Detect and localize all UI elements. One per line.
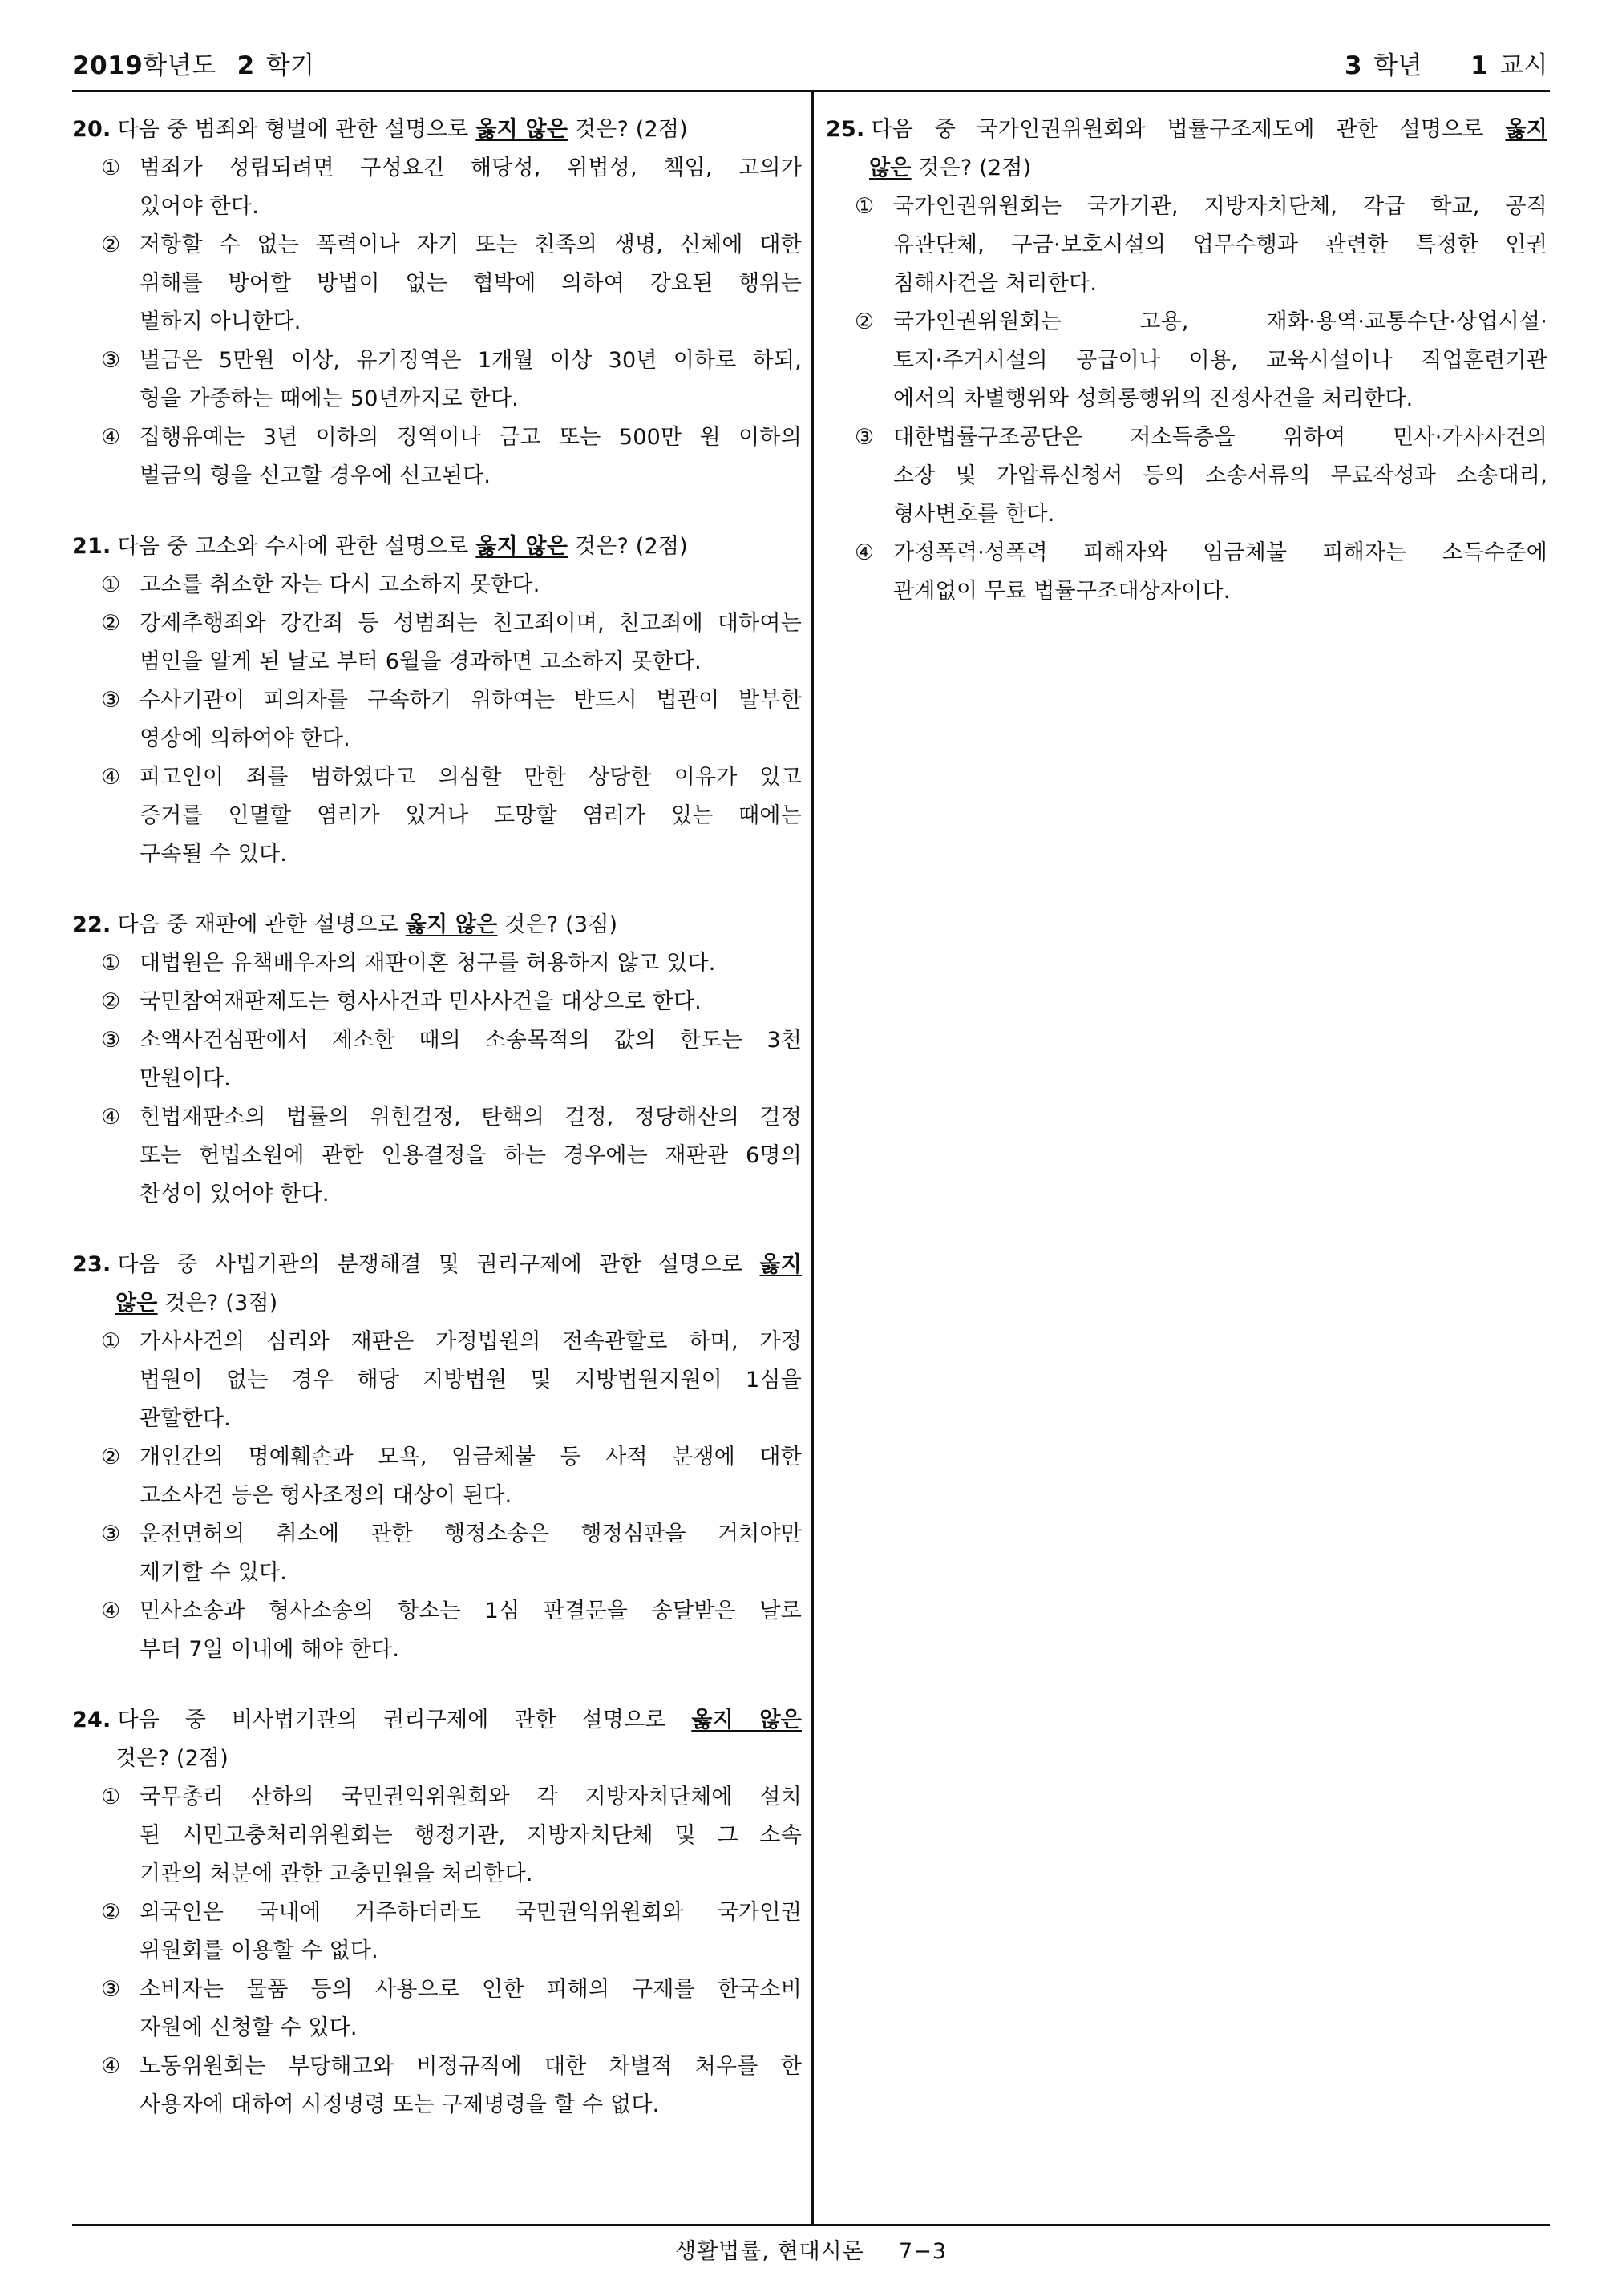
option-text: 있어야 한다. <box>140 194 259 219</box>
question-stem-text: 다음 중 고소와 수사에 관한 설명으로 <box>117 534 476 559</box>
answer-option-continued <box>72 2086 802 2124</box>
answer-option-continued <box>72 188 802 226</box>
option-marker: ③ <box>101 688 121 713</box>
option-marker: ③ <box>101 1977 121 2002</box>
answer-option-continued <box>826 342 1547 380</box>
answer-option-continued <box>826 457 1547 495</box>
question-stem-emphasis: 옳지 <box>759 1252 802 1277</box>
question-stem-emphasis: 옳지 않은 <box>475 534 568 559</box>
option-text: 위원회를 이용할 수 없다. <box>140 1938 378 1963</box>
header-left <box>72 45 315 81</box>
answer-option <box>72 758 802 797</box>
option-text: 소비자는 물품 등의 사용으로 인한 피해의 구제를 한국소비 <box>140 1977 802 2002</box>
question-stem-emphasis-2: 않은 <box>869 156 912 180</box>
header-period-num: 1 <box>1470 51 1489 80</box>
option-text: 또는 헌법소원에 관한 인용결정을 하는 경우에는 재판관 6명의 <box>140 1143 802 1168</box>
option-text: 형을 가중하는 때에는 50년까지로 한다. <box>140 386 519 411</box>
header-grade-num: 3 <box>1345 51 1363 80</box>
option-marker: ① <box>101 572 121 597</box>
answer-option <box>72 566 802 604</box>
option-text: 집행유예는 3년 이하의 징역이나 금고 또는 500만 원 이하의 <box>140 425 802 450</box>
option-marker: ① <box>101 1785 121 1809</box>
question-stem-text: 다음 중 국가인권위원회와 법률구조제도에 관한 설명으로 <box>871 117 1506 142</box>
option-text: 관할한다. <box>140 1406 231 1431</box>
option-text: 가정폭력·성폭력 피해자와 임금체불 피해자는 소득수준에 <box>893 540 1547 565</box>
answer-option <box>826 534 1547 572</box>
answer-option <box>72 604 802 643</box>
option-text: 위해를 방어할 방법이 없는 협박에 의하여 강요된 행위는 <box>140 271 802 296</box>
question-20 <box>72 111 802 495</box>
option-text: 찬성이 있어야 한다. <box>140 1182 330 1207</box>
option-text: 에서의 차별행위와 성희롱행위의 진정사건을 처리한다. <box>893 386 1414 411</box>
option-text: 유관단체, 구금·보호시설의 업무수행과 관련한 특정한 인권 <box>893 232 1547 257</box>
option-text: 고소를 취소한 자는 다시 고소하지 못한다. <box>140 572 540 597</box>
answer-option-continued <box>72 1137 802 1175</box>
option-text: 민사소송과 형사소송의 항소는 1심 판결문을 송달받은 날로 <box>140 1599 802 1623</box>
option-marker: ① <box>855 194 875 219</box>
option-text: 제기할 수 있다. <box>140 1560 288 1585</box>
answer-option <box>826 418 1547 457</box>
option-text: 증거를 인멸할 염려가 있거나 도망할 염려가 있는 때에는 <box>140 803 802 828</box>
answer-option-continued <box>72 1855 802 1894</box>
option-text: 기관의 처분에 관한 고충민원을 처리한다. <box>140 1861 533 1886</box>
option-marker: ④ <box>101 1105 121 1130</box>
option-marker: ① <box>101 1329 121 1354</box>
option-marker: ③ <box>855 425 875 450</box>
left-column <box>72 111 802 2157</box>
question-stem-text: 다음 중 범죄와 형벌에 관한 설명으로 <box>117 117 476 142</box>
option-marker: ① <box>101 951 121 976</box>
answer-option-continued <box>72 720 802 758</box>
option-text: 대법원은 유책배우자의 재판이혼 청구를 허용하지 않고 있다. <box>140 951 716 976</box>
answer-option <box>72 1592 802 1631</box>
question-stem <box>826 111 1547 149</box>
question-stem-tail: 것은? (3점) <box>157 1291 278 1316</box>
option-marker: ① <box>101 156 121 180</box>
answer-option-continued <box>72 1060 802 1098</box>
option-marker: ③ <box>101 1028 121 1053</box>
answer-option <box>72 1515 802 1554</box>
option-text: 된 시민고충처리위원회는 행정기관, 지방자치단체 및 그 소속 <box>140 1823 802 1848</box>
answer-option-continued <box>72 2009 802 2047</box>
footer-rule <box>72 2224 1550 2226</box>
answer-option-continued <box>72 835 802 874</box>
column-divider <box>811 92 814 2226</box>
option-marker: ④ <box>101 425 121 450</box>
option-text: 소액사건심판에서 제소한 때의 소송목적의 값의 한도는 3천 <box>140 1028 802 1053</box>
answer-option <box>72 1438 802 1477</box>
option-text: 개인간의 명예훼손과 모욕, 임금체불 등 사적 분쟁에 대한 <box>140 1445 802 1469</box>
answer-option <box>72 342 802 380</box>
option-text: 벌금의 형을 선고할 경우에 선고된다. <box>140 463 491 488</box>
question-stem-text: 다음 중 재판에 관한 설명으로 <box>117 912 406 937</box>
answer-option <box>72 944 802 983</box>
header-right <box>1345 45 1548 81</box>
footer <box>0 2233 1622 2265</box>
option-text: 사용자에 대하여 시정명령 또는 구제명령을 할 수 없다. <box>140 2092 660 2117</box>
answer-option-continued <box>72 1477 802 1515</box>
option-marker: ② <box>101 1900 121 1925</box>
right-column <box>826 111 1547 643</box>
answer-option-continued <box>826 572 1547 611</box>
question-number: 21. <box>72 534 111 559</box>
option-text: 토지·주거시설의 공급이나 이용, 교육시설이나 직업훈련기관 <box>893 348 1547 373</box>
option-marker: ② <box>101 989 121 1014</box>
option-text: 국가인권위원회는 고용, 재화·용역·교통수단·상업시설· <box>893 309 1547 334</box>
question-stem-tail: 것은? (2점) <box>568 534 688 559</box>
question-stem-tail: 것은? (2점) <box>568 117 688 142</box>
option-text: 범죄가 성립되려면 구성요건 해당성, 위법성, 책임, 고의가 <box>140 156 802 180</box>
answer-option-continued <box>72 1817 802 1855</box>
option-text: 자원에 신청할 수 있다. <box>140 2015 358 2040</box>
question-stem-emphasis: 옳지 않은 <box>691 1708 802 1732</box>
option-text: 구속될 수 있다. <box>140 842 288 867</box>
answer-option-continued <box>72 457 802 495</box>
answer-option <box>72 1971 802 2009</box>
option-text: 가사사건의 심리와 재판은 가정법원의 전속관할로 하며, 가정 <box>140 1329 802 1354</box>
option-text: 고소사건 등은 형사조정의 대상이 된다. <box>140 1483 512 1508</box>
question-number: 25. <box>826 117 865 142</box>
option-text: 저항할 수 없는 폭력이나 자기 또는 친족의 생명, 신체에 대한 <box>140 232 802 257</box>
option-text: 국무총리 산하의 국민권익위원회와 각 지방자치단체에 설치 <box>140 1785 802 1809</box>
option-marker: ④ <box>101 2054 121 2079</box>
option-text: 부터 7일 이내에 해야 한다. <box>140 1637 400 1662</box>
option-text: 만원이다. <box>140 1066 231 1091</box>
answer-option-continued <box>72 1554 802 1592</box>
answer-option-continued <box>72 1361 802 1400</box>
question-stem-tail: 것은? (2점) <box>115 1746 229 1771</box>
question-22 <box>72 906 802 1214</box>
answer-option <box>72 149 802 188</box>
option-text: 대한법률구조공단은 저소득층을 위하여 민사·가사사건의 <box>893 425 1547 450</box>
header-year: 2019 <box>72 51 144 80</box>
option-text: 노동위원회는 부당해고와 비정규직에 대한 차별적 처우를 한 <box>140 2054 802 2079</box>
answer-option-continued <box>72 1932 802 1971</box>
option-marker: ② <box>101 611 121 636</box>
answer-option <box>72 2047 802 2086</box>
question-stem <box>72 906 802 944</box>
answer-option <box>826 303 1547 342</box>
answer-option-continued <box>72 265 802 303</box>
answer-option-continued <box>72 643 802 681</box>
question-stem-emphasis: 옳지 않은 <box>475 117 568 142</box>
option-text: 소장 및 가압류신청서 등의 소송서류의 무료작성과 소송대리, <box>893 463 1547 488</box>
question-stem-emphasis-2: 않은 <box>115 1291 158 1316</box>
question-stem <box>72 1701 802 1740</box>
option-text: 영장에 의하여야 한다. <box>140 726 350 751</box>
option-text: 벌금은 5만원 이상, 유기징역은 1개월 이상 30년 이하로 하되, <box>140 348 802 373</box>
answer-option-continued <box>826 495 1547 534</box>
question-stem <box>72 111 802 149</box>
answer-option <box>72 983 802 1021</box>
answer-option <box>72 1778 802 1817</box>
option-text: 운전면허의 취소에 관한 행정소송은 행정심판을 거쳐야만 <box>140 1522 802 1546</box>
answer-option-continued <box>72 1175 802 1214</box>
answer-option-continued <box>72 1400 802 1438</box>
question-number: 24. <box>72 1708 111 1732</box>
option-text: 국민참여재판제도는 형사사건과 민사사건을 대상으로 한다. <box>140 989 702 1014</box>
answer-option <box>72 1894 802 1932</box>
question-25 <box>826 111 1547 611</box>
option-marker: ③ <box>101 348 121 373</box>
option-text: 벌하지 아니한다. <box>140 309 301 334</box>
answer-option-continued <box>826 265 1547 303</box>
option-marker: ② <box>101 1445 121 1469</box>
answer-option <box>72 1323 802 1361</box>
answer-option <box>72 226 802 265</box>
question-number: 23. <box>72 1252 111 1277</box>
option-marker: ④ <box>101 765 121 790</box>
option-text: 범인을 알게 된 날로 부터 6월을 경과하면 고소하지 못한다. <box>140 649 702 674</box>
header-term-num: 2 <box>237 51 255 80</box>
question-stem-tail: 것은? (2점) <box>911 156 1032 180</box>
question-stem <box>72 1246 802 1284</box>
footer-page-number: 7−3 <box>899 2239 947 2264</box>
answer-option <box>72 418 802 457</box>
option-text: 관계없이 무료 법률구조대상자이다. <box>893 579 1231 604</box>
question-stem-continued <box>72 1740 802 1778</box>
answer-option <box>72 1098 802 1137</box>
option-text: 국가인권위원회는 국가기관, 지방자치단체, 각급 학교, 공직 <box>893 194 1547 219</box>
question-stem-continued <box>72 1284 802 1323</box>
question-number: 22. <box>72 912 111 937</box>
answer-option-continued <box>826 226 1547 265</box>
question-stem-text: 다음 중 사법기관의 분쟁해결 및 권리구제에 관한 설명으로 <box>117 1252 760 1277</box>
answer-option-continued <box>72 797 802 835</box>
question-number: 20. <box>72 117 111 142</box>
question-23 <box>72 1246 802 1669</box>
answer-option-continued <box>826 380 1547 418</box>
option-marker: ③ <box>101 1522 121 1546</box>
option-marker: ② <box>101 232 121 257</box>
option-marker: ④ <box>855 540 875 565</box>
answer-option-continued <box>72 1631 802 1669</box>
option-text: 외국인은 국내에 거주하더라도 국민권익위원회와 국가인권 <box>140 1900 802 1925</box>
question-stem-tail: 것은? (3점) <box>497 912 618 937</box>
question-stem-text: 다음 중 비사법기관의 권리구제에 관한 설명으로 <box>117 1708 692 1732</box>
header-year-suffix: 학년도 <box>143 51 216 80</box>
answer-option <box>72 681 802 720</box>
answer-option-continued <box>72 303 802 342</box>
header-term-label: 학기 <box>265 51 315 80</box>
question-24 <box>72 1701 802 2124</box>
question-21 <box>72 528 802 874</box>
question-stem-continued <box>826 149 1547 188</box>
option-text: 강제추행죄와 강간죄 등 성범죄는 친고죄이며, 친고죄에 대하여는 <box>140 611 802 636</box>
option-text: 피고인이 죄를 범하였다고 의심할 만한 상당한 이유가 있고 <box>140 765 802 790</box>
header-grade-label: 학년 <box>1373 51 1423 80</box>
answer-option <box>826 188 1547 226</box>
footer-subject: 생활법률, 현대시론 <box>675 2239 864 2264</box>
question-stem <box>72 528 802 566</box>
answer-option-continued <box>72 380 802 418</box>
option-text: 침해사건을 처리한다. <box>893 271 1098 296</box>
option-text: 형사변호를 한다. <box>893 502 1055 527</box>
header-period-label: 교시 <box>1499 51 1548 80</box>
option-marker: ④ <box>101 1599 121 1623</box>
option-text: 헌법재판소의 법률의 위헌결정, 탄핵의 결정, 정당해산의 결정 <box>140 1105 802 1130</box>
option-text: 수사기관이 피의자를 구속하기 위하여는 반드시 법관이 발부한 <box>140 688 802 713</box>
answer-option <box>72 1021 802 1060</box>
question-stem-emphasis: 옳지 <box>1505 117 1547 142</box>
option-text: 법원이 없는 경우 해당 지방법원 및 지방법원지원이 1심을 <box>140 1368 802 1393</box>
option-marker: ② <box>855 309 875 334</box>
question-stem-emphasis: 옳지 않은 <box>405 912 498 937</box>
